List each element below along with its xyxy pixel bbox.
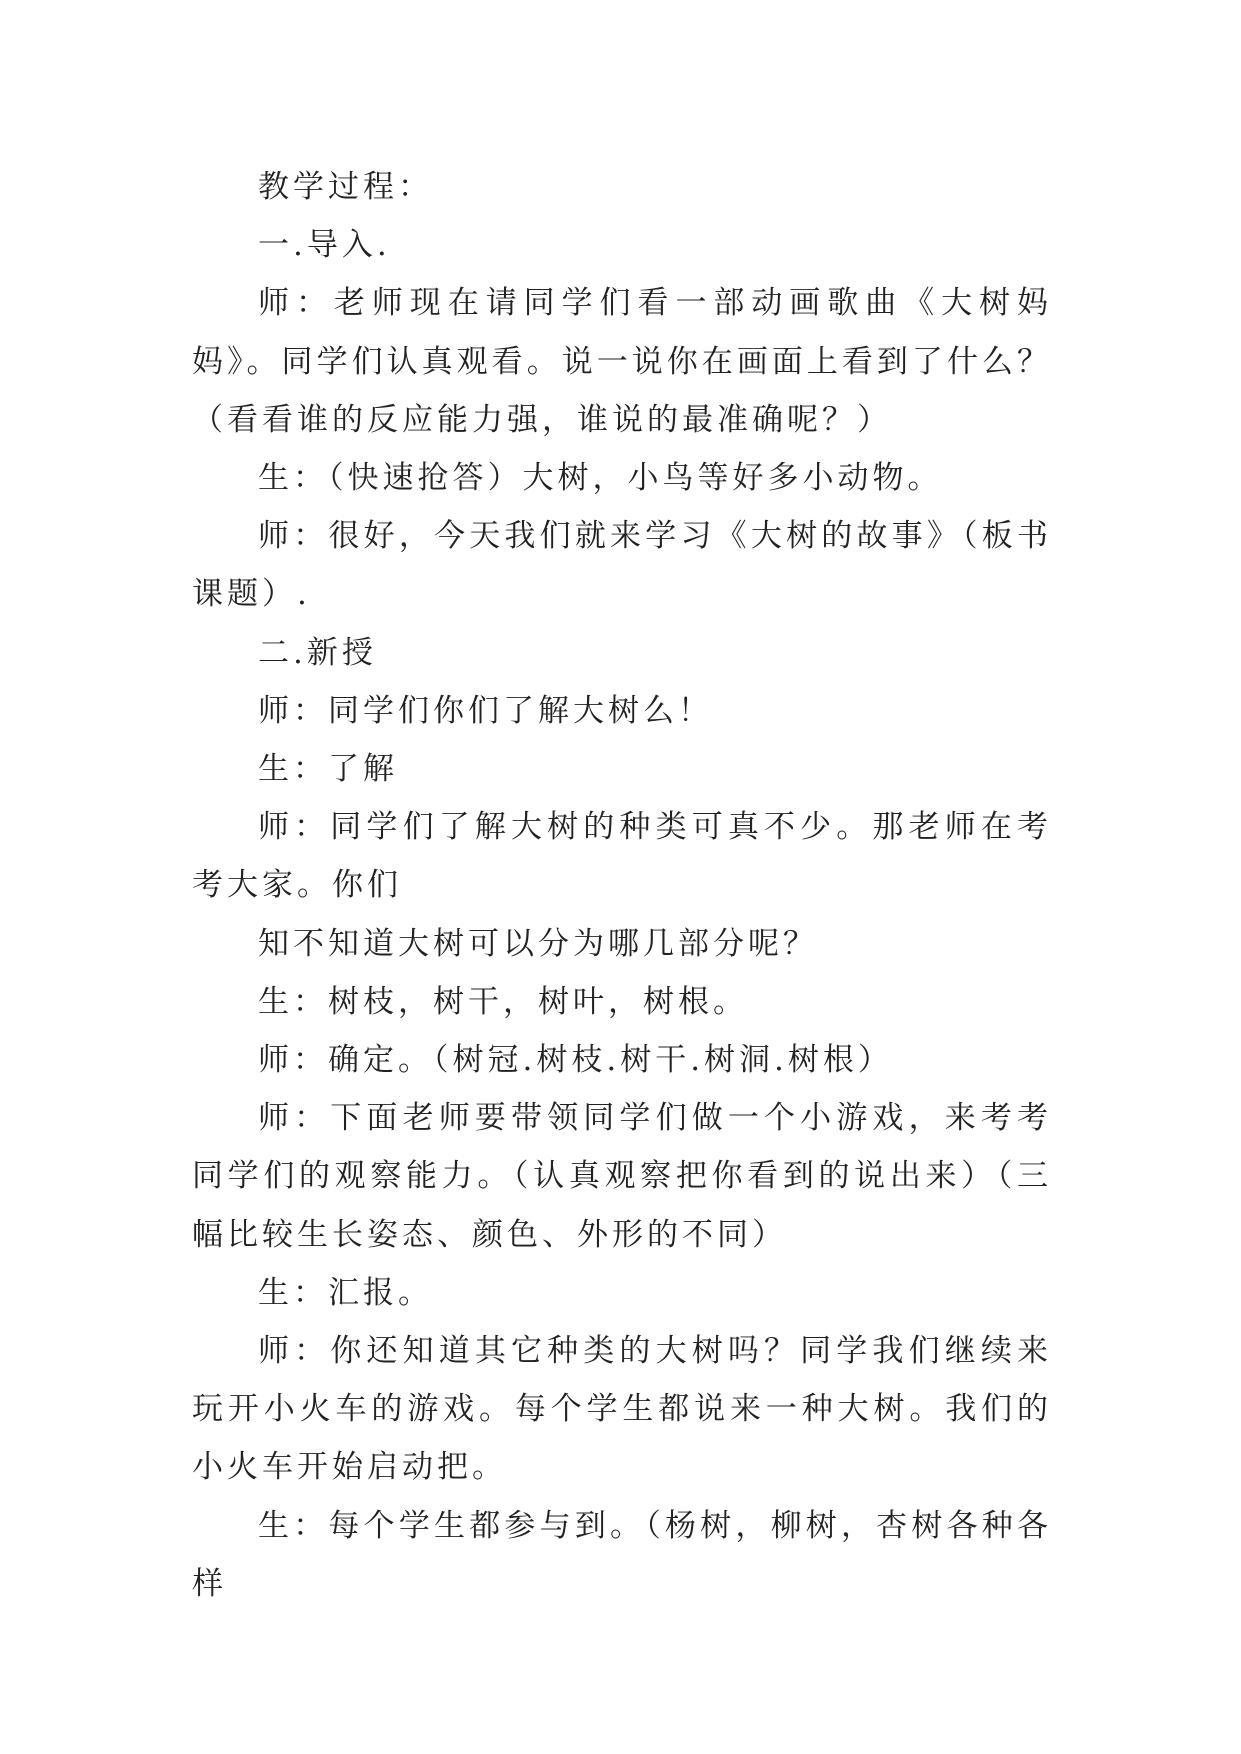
- section-heading-new-lesson: 二.新授: [258, 634, 377, 671]
- section-heading-introduction: 一.导入.: [258, 227, 391, 264]
- dialogue-paragraph: 师：同学们你们了解大树么！: [258, 692, 713, 729]
- dialogue-paragraph: 师：老师现在请同学们看一部动画歌曲《大树妈妈》。同学们认真观看。说一说你在画面上看到了什么？（看看谁的反应能力强，谁说的最准确呢？）: [192, 285, 1052, 438]
- dialogue-paragraph: 师：确定。（树冠.树枝.树干.树洞.树根）: [258, 1042, 893, 1079]
- dialogue-paragraph: 师：同学们了解大树的种类可真不少。那老师在考考大家。你们: [192, 809, 1052, 904]
- document-body: [192, 158, 1052, 1613]
- dialogue-paragraph: 师：下面老师要带领同学们做一个小游戏，来考考同学们的观察能力。（认真观察把你看到的说出来）（三幅比较生长姿态、颜色、外形的不同）: [192, 1100, 1052, 1253]
- dialogue-paragraph: 知不知道大树可以分为哪几部分呢？: [258, 925, 818, 962]
- dialogue-paragraph: 生：汇报。: [258, 1274, 433, 1311]
- dialogue-paragraph: 师：很好，今天我们就来学习《大树的故事》（板书课题）.: [192, 518, 1052, 613]
- section-heading-teaching-process: 教学过程：: [258, 169, 433, 205]
- dialogue-paragraph: 师：你还知道其它种类的大树吗？同学我们继续来玩开小火车的游戏。每个学生都说来一种大树。我们的小火车开始启动把。: [192, 1333, 1052, 1486]
- dialogue-paragraph: 生：（快速抢答）大树，小鸟等好多小动物。: [258, 460, 943, 497]
- dialogue-paragraph: 生：每个学生都参与到。（杨树，柳树，杏树各种各样: [192, 1507, 1052, 1602]
- dialogue-paragraph: 生：了解: [258, 751, 398, 788]
- dialogue-paragraph: 生：树枝，树干，树叶，树根。: [258, 983, 748, 1020]
